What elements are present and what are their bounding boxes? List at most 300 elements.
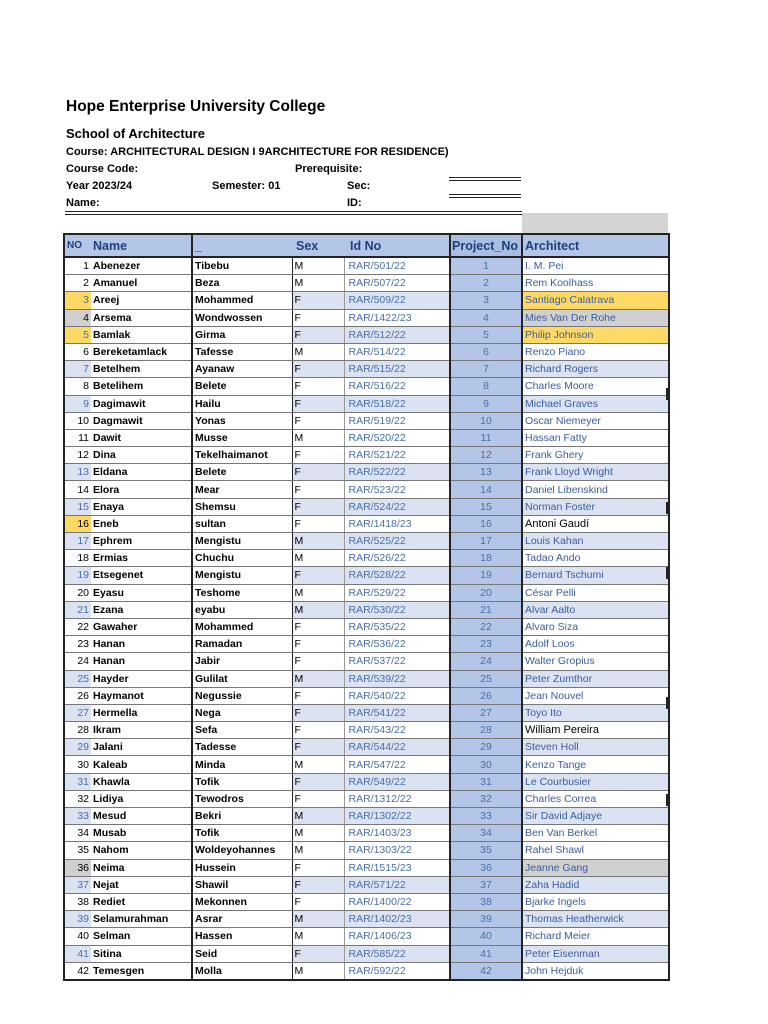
last-name: Tekelhaimanot (192, 447, 292, 464)
id-number: RAR/571/22 (344, 876, 450, 893)
sex-cell: M (292, 550, 344, 567)
last-name: Tafesse (192, 343, 292, 360)
architect-name: Louis Kahan (522, 533, 669, 550)
id-number: RAR/501/22 (344, 257, 450, 275)
project-number: 32 (450, 790, 522, 807)
table-row (64, 292, 669, 309)
architect-name: Jean Nouvel (522, 687, 669, 704)
sex-cell: F (292, 361, 344, 378)
first-name: Bereketamlack (91, 343, 192, 360)
row-number: 35 (64, 842, 91, 859)
row-number: 19 (64, 567, 91, 584)
first-name: Dina (91, 447, 192, 464)
first-name: Areej (91, 292, 192, 309)
project-number: 34 (450, 825, 522, 842)
sex-cell: F (292, 464, 344, 481)
id-number: RAR/523/22 (344, 481, 450, 498)
first-name: Eldana (91, 464, 192, 481)
id-number: RAR/1402/23 (344, 911, 450, 928)
first-name: Selamurahman (91, 911, 192, 928)
last-name: Tewodros (192, 790, 292, 807)
sex-cell: F (292, 859, 344, 876)
last-name: Hussein (192, 859, 292, 876)
architect-name: Alvar Aalto (522, 601, 669, 618)
last-name: Tadesse (192, 739, 292, 756)
first-name: Mesud (91, 808, 192, 825)
last-name: eyabu (192, 601, 292, 618)
table-row (64, 567, 669, 584)
row-number: 31 (64, 773, 91, 790)
course-line: Course: ARCHITECTURAL DESIGN I 9ARCHITECTURE FOR RESIDENCE) (66, 146, 449, 158)
project-number: 11 (450, 429, 522, 446)
sex-cell: F (292, 515, 344, 532)
sex-cell: F (292, 790, 344, 807)
project-number: 35 (450, 842, 522, 859)
id-number: RAR/526/22 (344, 550, 450, 567)
row-number: 36 (64, 859, 91, 876)
year-label: Year 2023/24 (66, 180, 133, 192)
table-row (64, 584, 669, 601)
table-row (64, 739, 669, 756)
architect-name: Bernard Tschumi (522, 567, 669, 584)
last-name: Hailu (192, 395, 292, 412)
sex-cell: F (292, 309, 344, 326)
id-number: RAR/535/22 (344, 618, 450, 635)
first-name: Rediet (91, 893, 192, 910)
architect-name: Steven Holl (522, 739, 669, 756)
prerequisite-label: Prerequisite: (295, 163, 363, 175)
id-number: RAR/529/22 (344, 584, 450, 601)
project-number: 42 (450, 962, 522, 980)
architect-name: Adolf Loos (522, 636, 669, 653)
student-roster-table (63, 233, 670, 981)
project-number: 41 (450, 945, 522, 962)
last-name: Negussie (192, 687, 292, 704)
architect-name: Antoni Gaudí (522, 515, 669, 532)
table-row (64, 429, 669, 446)
sex-cell: F (292, 412, 344, 429)
sex-cell: M (292, 842, 344, 859)
first-name: Betelhem (91, 361, 192, 378)
row-number: 6 (64, 343, 91, 360)
id-number: RAR/1418/23 (344, 515, 450, 532)
id-label: ID: (347, 197, 362, 209)
first-name: Abenezer (91, 257, 192, 275)
last-name: Shemsu (192, 498, 292, 515)
table-row (64, 893, 669, 910)
sex-cell: M (292, 601, 344, 618)
sex-cell: F (292, 722, 344, 739)
architect-name: Philip Johnson (522, 326, 669, 343)
table-row (64, 859, 669, 876)
row-number: 1 (64, 257, 91, 275)
row-number: 3 (64, 292, 91, 309)
last-name: Girma (192, 326, 292, 343)
id-number: RAR/514/22 (344, 343, 450, 360)
project-number: 30 (450, 756, 522, 773)
table-row (64, 842, 669, 859)
sex-cell: F (292, 876, 344, 893)
id-number: RAR/544/22 (344, 739, 450, 756)
sec-label: Sec: (347, 180, 371, 192)
last-name: Hassen (192, 928, 292, 945)
table-row (64, 275, 669, 292)
first-name: Amanuel (91, 275, 192, 292)
project-number: 8 (450, 378, 522, 395)
architect-name: Walter Gropius (522, 653, 669, 670)
sex-cell: F (292, 447, 344, 464)
sex-cell: M (292, 825, 344, 842)
first-name: Temesgen (91, 962, 192, 980)
table-row (64, 945, 669, 962)
project-number: 38 (450, 893, 522, 910)
row-number: 9 (64, 395, 91, 412)
sex-cell: F (292, 481, 344, 498)
sex-cell: F (292, 945, 344, 962)
last-name: Tibebu (192, 257, 292, 275)
id-number: RAR/524/22 (344, 498, 450, 515)
last-name: Musse (192, 429, 292, 446)
sec-underline (449, 177, 521, 178)
architect-name: Peter Eisenman (522, 945, 669, 962)
row-number: 22 (64, 618, 91, 635)
last-name: Bekri (192, 808, 292, 825)
id-number: RAR/547/22 (344, 756, 450, 773)
row-number: 20 (64, 584, 91, 601)
last-name: Wondwossen (192, 309, 292, 326)
last-name: Mekonnen (192, 893, 292, 910)
row-number: 7 (64, 361, 91, 378)
project-number: 15 (450, 498, 522, 515)
header-divider-2 (65, 214, 522, 215)
architect-name: Alvaro Siza (522, 618, 669, 635)
row-number: 2 (64, 275, 91, 292)
project-number: 36 (450, 859, 522, 876)
row-number: 25 (64, 670, 91, 687)
id-number: RAR/541/22 (344, 704, 450, 721)
first-name: Dawit (91, 429, 192, 446)
last-name: Mohammed (192, 292, 292, 309)
table-row (64, 361, 669, 378)
row-number: 33 (64, 808, 91, 825)
id-underline (449, 194, 521, 195)
table-row (64, 756, 669, 773)
architect-name: William Pereira (522, 722, 669, 739)
table-row (64, 790, 669, 807)
table-row (64, 309, 669, 326)
architect-name: Frank Ghery (522, 447, 669, 464)
project-number: 29 (450, 739, 522, 756)
sex-cell: M (292, 533, 344, 550)
sex-cell: M (292, 670, 344, 687)
last-name: Seid (192, 945, 292, 962)
row-number: 28 (64, 722, 91, 739)
table-row (64, 687, 669, 704)
project-number: 21 (450, 601, 522, 618)
id-number: RAR/549/22 (344, 773, 450, 790)
sex-cell: M (292, 275, 344, 292)
architect-name: Le Courbusier (522, 773, 669, 790)
cell-edge-mark (666, 388, 668, 400)
first-name: Ermias (91, 550, 192, 567)
row-number: 13 (64, 464, 91, 481)
row-number: 41 (64, 945, 91, 962)
table-row (64, 773, 669, 790)
table-row (64, 326, 669, 343)
project-number: 24 (450, 653, 522, 670)
first-name: Hanan (91, 636, 192, 653)
first-name: Hermella (91, 704, 192, 721)
first-name: Ezana (91, 601, 192, 618)
column-header-name: Name (91, 234, 192, 257)
name-label: Name: (66, 197, 100, 209)
course-code-label: Course Code: (66, 163, 139, 175)
first-name: Selman (91, 928, 192, 945)
last-name: Minda (192, 756, 292, 773)
architect-name: Oscar Niemeyer (522, 412, 669, 429)
project-number: 6 (450, 343, 522, 360)
first-name: Dagimawit (91, 395, 192, 412)
architect-name: Michael Graves (522, 395, 669, 412)
project-number: 33 (450, 808, 522, 825)
table-row (64, 704, 669, 721)
row-number: 27 (64, 704, 91, 721)
last-name: Gulilat (192, 670, 292, 687)
architect-name: Richard Rogers (522, 361, 669, 378)
architect-name: Santiago Calatrava (522, 292, 669, 309)
first-name: Haymanot (91, 687, 192, 704)
table-row (64, 876, 669, 893)
architect-name: Hassan Fatty (522, 429, 669, 446)
first-name: Hanan (91, 653, 192, 670)
last-name: Mohammed (192, 618, 292, 635)
project-number: 14 (450, 481, 522, 498)
id-number: RAR/519/22 (344, 412, 450, 429)
first-name: Nahom (91, 842, 192, 859)
row-number: 23 (64, 636, 91, 653)
column-header-sex: Sex (292, 234, 344, 257)
table-row (64, 498, 669, 515)
id-number: RAR/521/22 (344, 447, 450, 464)
table-row (64, 618, 669, 635)
architect-name: Rem Koolhass (522, 275, 669, 292)
table-row (64, 257, 669, 275)
architect-name: Charles Moore (522, 378, 669, 395)
architect-name: Daniel Libenskind (522, 481, 669, 498)
table-row (64, 464, 669, 481)
id-number: RAR/539/22 (344, 670, 450, 687)
first-name: Etsegenet (91, 567, 192, 584)
id-number: RAR/516/22 (344, 378, 450, 395)
first-name: Ephrem (91, 533, 192, 550)
sex-cell: M (292, 962, 344, 980)
row-number: 12 (64, 447, 91, 464)
project-number: 22 (450, 618, 522, 635)
last-name: Mengistu (192, 567, 292, 584)
first-name: Gawaher (91, 618, 192, 635)
id-number: RAR/1312/22 (344, 790, 450, 807)
table-row (64, 636, 669, 653)
last-name: Tofik (192, 773, 292, 790)
project-number: 40 (450, 928, 522, 945)
architect-name: Kenzo Tange (522, 756, 669, 773)
architect-name: Frank Lloyd Wright (522, 464, 669, 481)
project-number: 31 (450, 773, 522, 790)
row-number: 14 (64, 481, 91, 498)
table-row (64, 722, 669, 739)
id-number: RAR/525/22 (344, 533, 450, 550)
architect-name: César Pelli (522, 584, 669, 601)
id-number: RAR/509/22 (344, 292, 450, 309)
row-number: 17 (64, 533, 91, 550)
sex-cell: F (292, 653, 344, 670)
id-number: RAR/585/22 (344, 945, 450, 962)
id-number: RAR/528/22 (344, 567, 450, 584)
sex-cell: F (292, 498, 344, 515)
last-name: Shawil (192, 876, 292, 893)
sex-cell: M (292, 343, 344, 360)
id-number: RAR/518/22 (344, 395, 450, 412)
project-number: 7 (450, 361, 522, 378)
id-number: RAR/536/22 (344, 636, 450, 653)
id-number: RAR/1515/23 (344, 859, 450, 876)
table-row (64, 447, 669, 464)
cell-edge-mark (666, 567, 668, 579)
sex-cell: F (292, 739, 344, 756)
project-number: 2 (450, 275, 522, 292)
table-row (64, 395, 669, 412)
row-number: 38 (64, 893, 91, 910)
row-number: 15 (64, 498, 91, 515)
project-number: 39 (450, 911, 522, 928)
sex-cell: F (292, 618, 344, 635)
architect-name: Zaha Hadid (522, 876, 669, 893)
row-number: 30 (64, 756, 91, 773)
project-number: 25 (450, 670, 522, 687)
table-row (64, 412, 669, 429)
project-number: 4 (450, 309, 522, 326)
row-number: 10 (64, 412, 91, 429)
grey-filler-cell (522, 213, 668, 233)
first-name: Nejat (91, 876, 192, 893)
sex-cell: F (292, 704, 344, 721)
table-row (64, 601, 669, 618)
last-name: Ayanaw (192, 361, 292, 378)
row-number: 29 (64, 739, 91, 756)
id-number: RAR/522/22 (344, 464, 450, 481)
first-name: Musab (91, 825, 192, 842)
project-number: 13 (450, 464, 522, 481)
last-name: Ramadan (192, 636, 292, 653)
first-name: Arsema (91, 309, 192, 326)
project-number: 23 (450, 636, 522, 653)
table-row (64, 825, 669, 842)
project-number: 16 (450, 515, 522, 532)
column-header-blank: _ (192, 234, 292, 257)
architect-name: Ben Van Berkel (522, 825, 669, 842)
project-number: 37 (450, 876, 522, 893)
id-number: RAR/1403/23 (344, 825, 450, 842)
sex-cell: M (292, 756, 344, 773)
architect-name: Toyo Ito (522, 704, 669, 721)
first-name: Betelihem (91, 378, 192, 395)
architect-name: Sir David Adjaye (522, 808, 669, 825)
architect-name: Charles Correa (522, 790, 669, 807)
table-row (64, 911, 669, 928)
id-number: RAR/540/22 (344, 687, 450, 704)
sex-cell: F (292, 567, 344, 584)
row-number: 21 (64, 601, 91, 618)
id-number: RAR/512/22 (344, 326, 450, 343)
architect-name: Rahel Shawl (522, 842, 669, 859)
row-number: 34 (64, 825, 91, 842)
column-header-architect: Architect (522, 234, 669, 257)
table-row (64, 670, 669, 687)
table-row (64, 653, 669, 670)
last-name: Beza (192, 275, 292, 292)
sex-cell: M (292, 928, 344, 945)
id-number: RAR/515/22 (344, 361, 450, 378)
id-underline-2 (449, 197, 521, 198)
project-number: 18 (450, 550, 522, 567)
architect-name: John Hejduk (522, 962, 669, 980)
table-row (64, 481, 669, 498)
last-name: Belete (192, 378, 292, 395)
last-name: Mear (192, 481, 292, 498)
project-number: 27 (450, 704, 522, 721)
sex-cell: M (292, 429, 344, 446)
table-row (64, 550, 669, 567)
last-name: Sefa (192, 722, 292, 739)
id-number: RAR/543/22 (344, 722, 450, 739)
project-number: 20 (450, 584, 522, 601)
sex-cell: M (292, 257, 344, 275)
first-name: Neima (91, 859, 192, 876)
table-row (64, 962, 669, 980)
architect-name: Thomas Heatherwick (522, 911, 669, 928)
row-number: 11 (64, 429, 91, 446)
id-number: RAR/1422/23 (344, 309, 450, 326)
table-row (64, 808, 669, 825)
first-name: Bamlak (91, 326, 192, 343)
row-number: 39 (64, 911, 91, 928)
project-number: 19 (450, 567, 522, 584)
first-name: Eneb (91, 515, 192, 532)
row-number: 37 (64, 876, 91, 893)
sex-cell: M (292, 911, 344, 928)
sex-cell: F (292, 687, 344, 704)
id-number: RAR/520/22 (344, 429, 450, 446)
cell-edge-mark (666, 697, 668, 709)
last-name: Chuchu (192, 550, 292, 567)
id-number: RAR/530/22 (344, 601, 450, 618)
cell-edge-mark (666, 502, 668, 514)
first-name: Hayder (91, 670, 192, 687)
row-number: 26 (64, 687, 91, 704)
project-number: 28 (450, 722, 522, 739)
row-number: 40 (64, 928, 91, 945)
id-number: RAR/1302/22 (344, 808, 450, 825)
project-number: 10 (450, 412, 522, 429)
row-number: 18 (64, 550, 91, 567)
sex-cell: F (292, 893, 344, 910)
last-name: Woldeyohannes (192, 842, 292, 859)
last-name: Tofik (192, 825, 292, 842)
architect-name: Norman Foster (522, 498, 669, 515)
id-number: RAR/1406/23 (344, 928, 450, 945)
row-number: 16 (64, 515, 91, 532)
school-name: School of Architecture (66, 126, 205, 141)
